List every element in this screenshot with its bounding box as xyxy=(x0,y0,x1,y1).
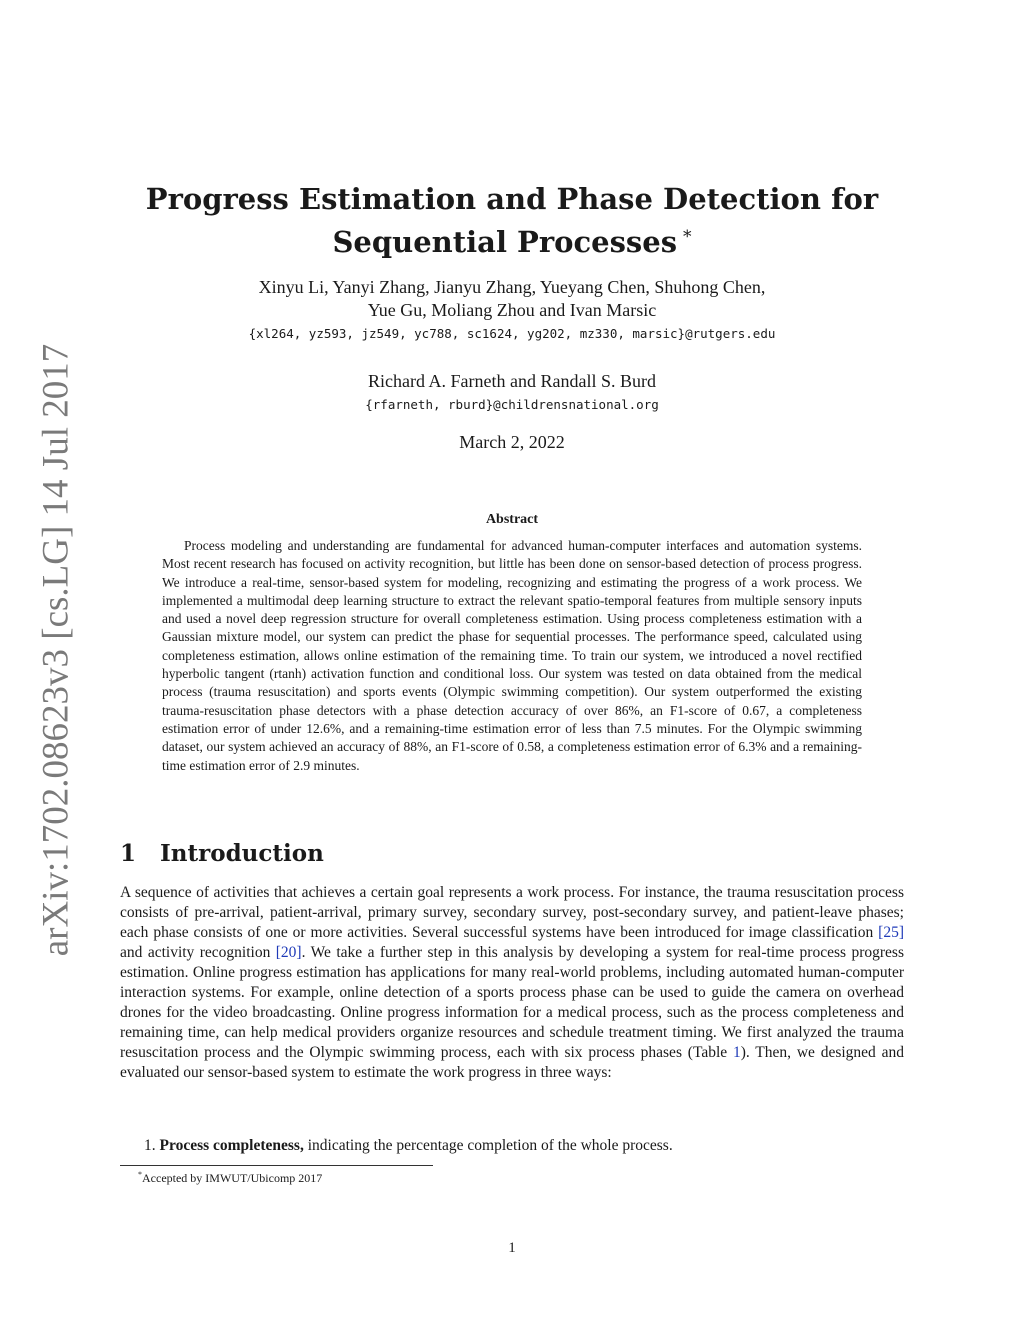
footnote xyxy=(138,1170,322,1186)
table-reference-link[interactable]: 1 xyxy=(732,1044,741,1061)
title-line-1: Progress Estimation and Phase Detection for xyxy=(145,182,879,216)
paper-title xyxy=(120,180,904,261)
author-line-1: Xinyu Li, Yanyi Zhang, Jianyu Zhang, Yueyang Chen, Shuhong Chen, xyxy=(258,277,766,297)
arxiv-identifier-stamp: arXiv:1702.08623v3 [cs.LG] 14 Jul 2017 xyxy=(35,343,77,957)
author-group-1-emails: {xl264, yz593, jz549, yc788, sc1624, yg202, mz330, marsic}@rutgers.edu xyxy=(248,326,776,341)
footnote-marker: * xyxy=(138,1170,142,1179)
list-item-number: 1. xyxy=(144,1137,156,1154)
list-item-label: Process completeness, xyxy=(159,1137,304,1154)
abstract-text: Process modeling and understanding are fundamental for advanced human-computer interfaces and automation systems. Most recent research has focused on activity recognition, but little has been done on sensor-based detection of process progress. We introduce a real-time, sensor-based system for modeling, recognizing and estimating the progress of a work process. We implemented a multimodal deep learning structure to extract the relevant spatio-temporal features from multiple sensory inputs and used a novel deep regression structure for overall completeness estimation. Using process completeness estimation with a Gaussian mixture model, our system can predict the phase for sequential processes. The performance speed, calculated using completeness estimation, allows online estimation of the remaining time. To train our system, we introduced a novel rectified hyperbolic tangent (rtanh) activation function and conditional loss. Our system was tested on data obtained from the medical process (trauma resuscitation) and sports events (Olympic swimming competition). Our system outperformed the existing trauma-resuscitation phase detectors with a phase detection accuracy of over 86%, an F1-score of 0.67, a completeness estimation error of under 12.6%, and a remaining-time estimation error of less than 7.5 minutes. For the Olympic swimming dataset, our system achieved an accuracy of 88%, an F1-score of 0.58, a completeness estimation error of 6.3% and a remaining-time estimation error of 2.9 minutes. xyxy=(162,538,862,773)
intro-text-2: and activity recognition xyxy=(120,944,276,961)
list-item-text: indicating the percentage completion of the whole process. xyxy=(303,1137,673,1154)
section-number: 1 xyxy=(120,840,137,867)
page-number: 1 xyxy=(508,1240,516,1256)
footnote-text: Accepted by IMWUT/Ubicomp 2017 xyxy=(142,1171,323,1185)
title-line-2 xyxy=(120,218,904,261)
citation-link-20[interactable]: [20] xyxy=(275,944,302,961)
title-line-2-text: Sequential Processes xyxy=(332,225,678,259)
author-group-2-emails: {rfarneth, rburd}@childrensnational.org xyxy=(365,397,659,412)
abstract-heading: Abstract xyxy=(485,512,539,527)
author-group-1 xyxy=(120,276,904,322)
intro-text-1: A sequence of activities that achieves a certain goal represents a work process. For instance, the trauma resuscitation process consists of pre-arrival, patient-arrival, primary survey, secondary survey, post-secondary survey, and patient-leave phases; each phase consists of one or more activities. Several successful systems have been introduced for image classification xyxy=(120,884,904,941)
footnote-divider xyxy=(120,1165,433,1166)
intro-paragraph xyxy=(120,883,904,1083)
author-line-2: Yue Gu, Moliang Zhou and Ivan Marsic xyxy=(367,300,657,320)
author-group-2: Richard A. Farneth and Randall S. Burd xyxy=(368,371,656,391)
paper-date: March 2, 2022 xyxy=(459,432,565,452)
intro-text-3: . We take a further step in this analysis by developing a system for real-time process progress estimation. Online progress estimation has applications for many real-world problems, including automated human-computer interaction systems. For example, online detection of a sports process phase can be used to guide the camera on overhead drones for the video broadcasting. Online progress information for a medical process, such as the process completeness and remaining time, can help medical providers organize resources and schedule treatment timing. We first analyzed the trauma resuscitation process and the Olympic swimming process, each with six process phases (Table xyxy=(120,944,904,1061)
section-title: Introduction xyxy=(160,840,324,867)
section-heading xyxy=(120,840,324,867)
title-footnote-marker[interactable]: * xyxy=(683,227,692,247)
intro-text-4: ). Then, we designed and evaluated our sensor-based system to estimate the work progress in three ways: xyxy=(120,1044,904,1081)
citation-link-25[interactable]: [25] xyxy=(878,924,904,941)
list-item xyxy=(144,1137,904,1155)
